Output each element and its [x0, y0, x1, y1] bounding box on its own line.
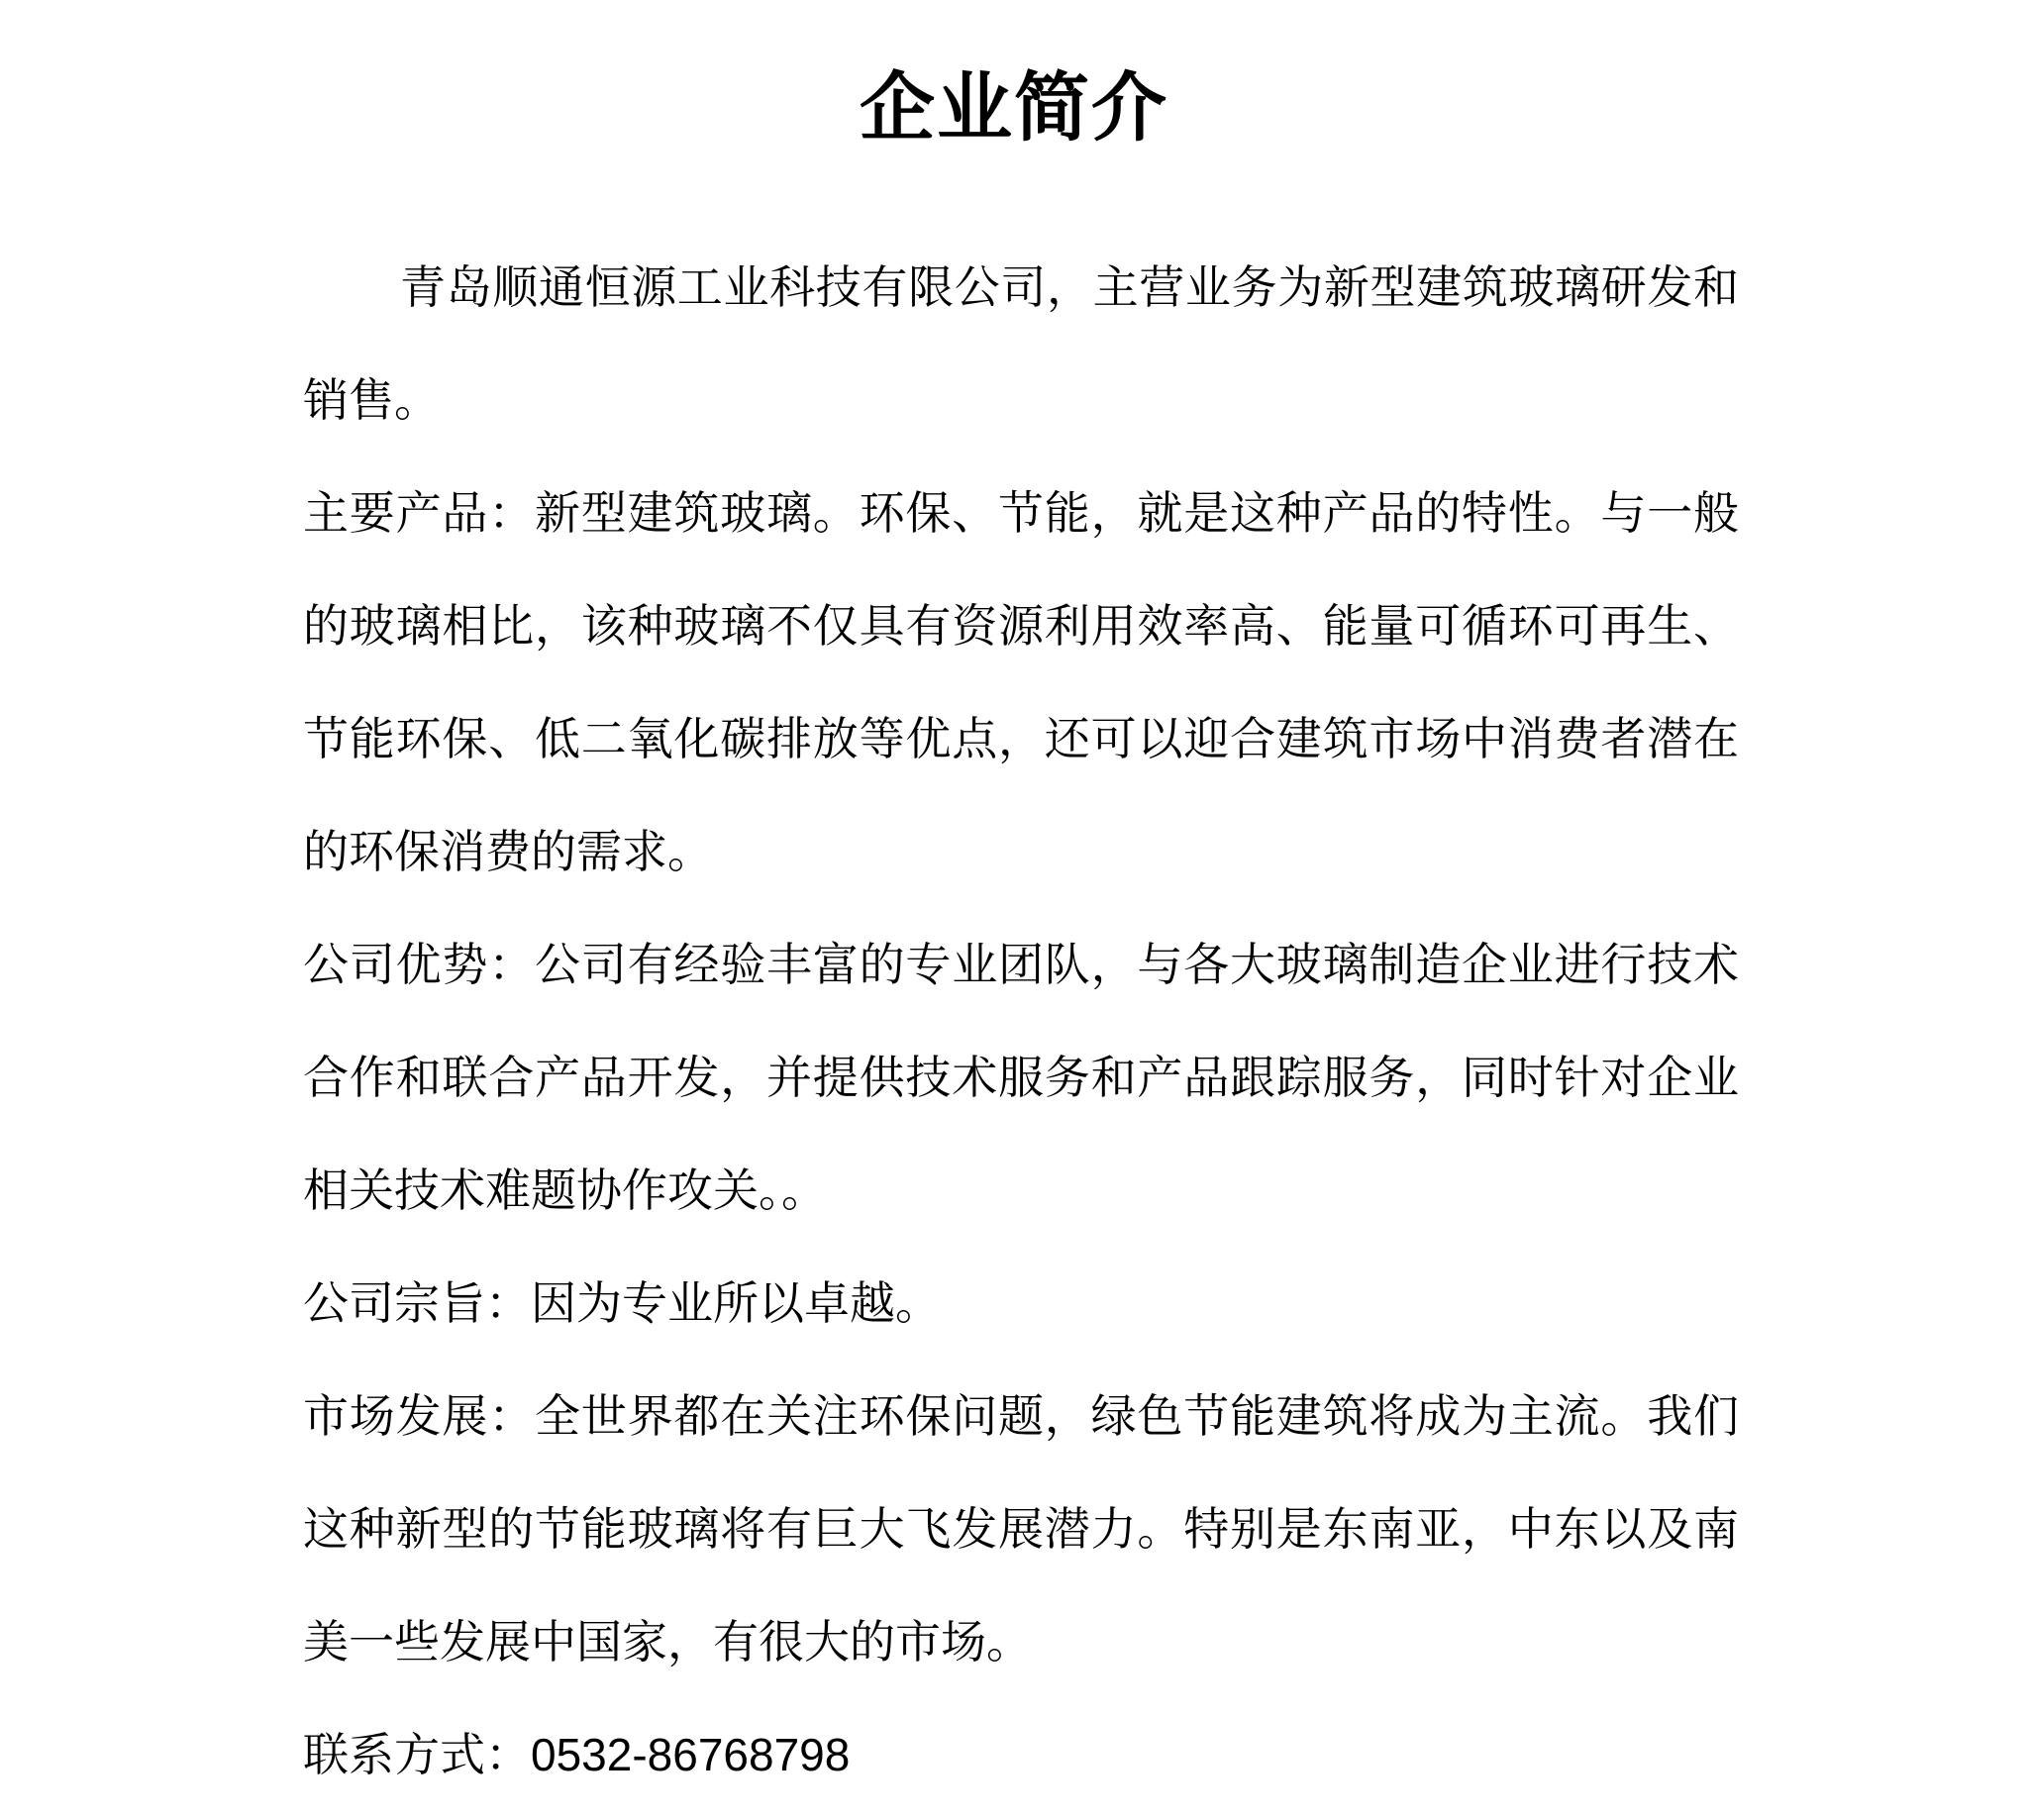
contact-label: 联系方式：	[303, 1728, 531, 1781]
tenet-paragraph: 公司宗旨：因为专业所以卓越。	[303, 1276, 941, 1330]
products-paragraph: 主要产品：新型建筑玻璃。环保、节能，就是这种产品的特性。与一般的玻璃相比，该种玻璃不仅具有资源利用效率高、能量可循环可再生、节能环保、低二氧化碳排放等优点，还可以迎合建筑市场中消费者潜在的环保消费的需求。	[303, 486, 1739, 878]
document-body	[303, 231, 1739, 1811]
intro-paragraph: 青岛顺通恒源工业科技有限公司，主营业务为新型建筑玻璃研发和销售。	[303, 260, 1739, 427]
contact-phone-number: 0532-86768798	[531, 1729, 851, 1780]
page-title: 企业简介	[860, 62, 1168, 152]
market-paragraph: 市场发展：全世界都在关注环保问题，绿色节能建筑将成为主流。我们这种新型的节能玻璃将有巨大飞发展潜力。特别是东南亚，中东以及南美一些发展中国家，有很大的市场。	[303, 1389, 1739, 1668]
contact-paragraph	[303, 1698, 1739, 1811]
advantages-paragraph: 公司优势：公司有经验丰富的专业团队，与各大玻璃制造企业进行技术合作和联合产品开发，并提供技术服务和产品跟踪服务，同时针对企业相关技术难题协作攻关。。	[303, 938, 1739, 1217]
